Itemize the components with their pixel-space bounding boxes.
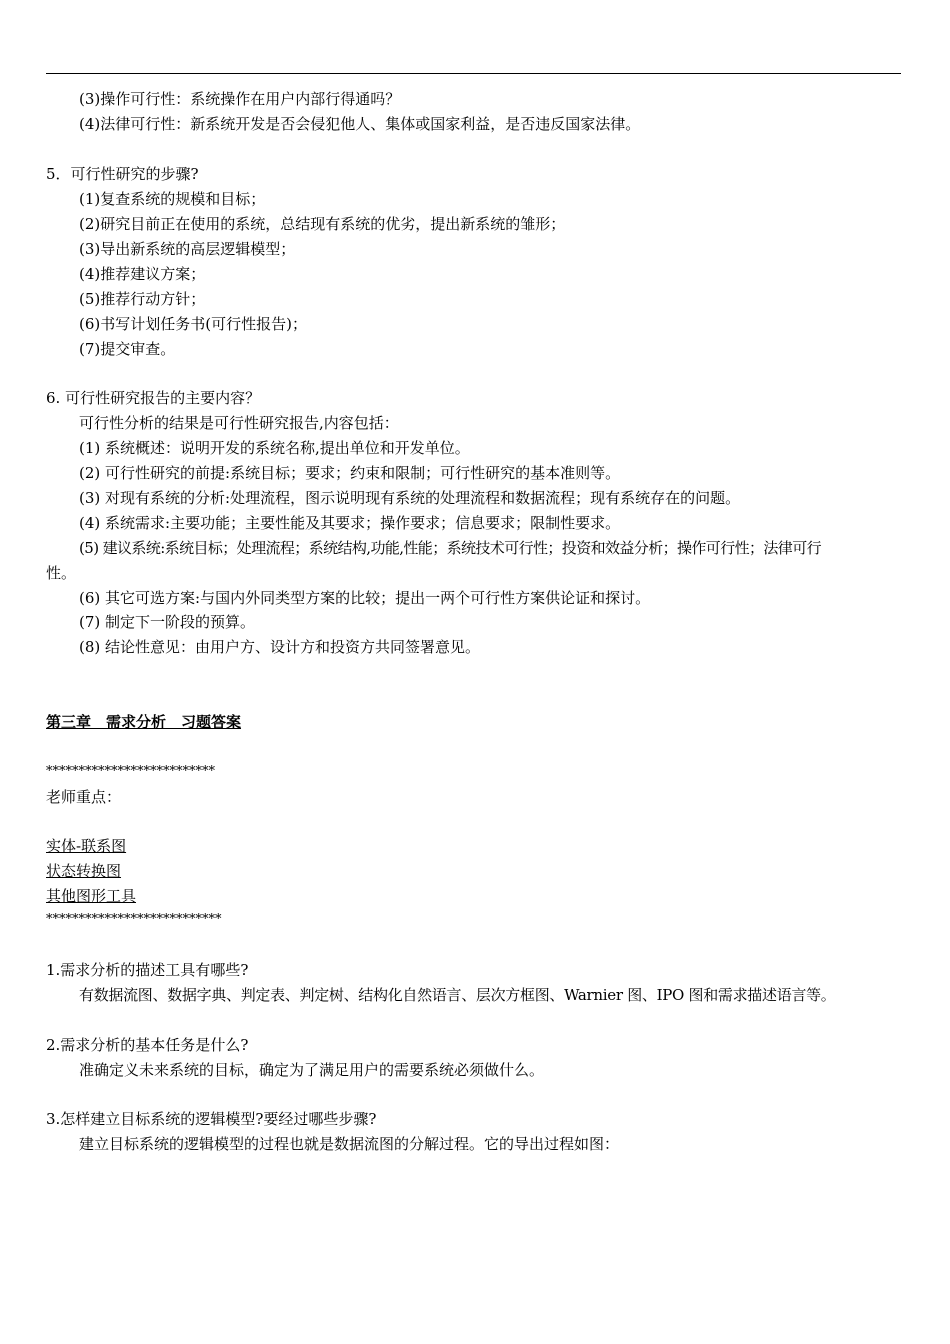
- q5-step: (6)书写计划任务书(可行性报告)；: [79, 315, 307, 333]
- q5-title: 5．可行性研究的步骤?: [46, 165, 199, 183]
- stars-divider-bottom: ***************************: [46, 912, 222, 927]
- q6-item: (6) 其它可选方案:与国内外同类型方案的比较；提出一两个可行性方案供论证和探讨。: [79, 589, 651, 607]
- answer-1: 有数据流图、数据字典、判定表、判定树、结构化自然语言、层次方框图、Warnier 图、IPO 图和需求描述语言等。: [79, 986, 836, 1004]
- q5-step: (4)推荐建议方案；: [79, 265, 206, 283]
- answer-3: 建立目标系统的逻辑模型的过程也就是数据流图的分解过程。它的导出过程如图：: [79, 1135, 620, 1153]
- q6-item: (1) 系统概述：说明开发的系统名称,提出单位和开发单位。: [79, 439, 470, 457]
- feasibility-legal: (4)法律可行性：新系统开发是否会侵犯他人、集体或国家利益，是否违反国家法律。: [79, 115, 641, 133]
- chapter-heading: 第三章 需求分析 习题答案: [46, 713, 242, 731]
- focus-link-state-diagram[interactable]: 状态转换图: [46, 862, 122, 880]
- focus-link-er-diagram[interactable]: 实体-联系图: [46, 837, 127, 855]
- answer-2: 准确定义未来系统的目标，确定为了满足用户的需要系统必须做什么。: [79, 1061, 545, 1079]
- focus-link-other-tools[interactable]: 其他图形工具: [46, 887, 137, 905]
- question-2: 2.需求分析的基本任务是什么?: [46, 1036, 249, 1054]
- q5-step: (2)研究目前正在使用的系统，总结现有系统的优劣，提出新系统的雏形；: [79, 215, 566, 233]
- feasibility-operational: (3)操作可行性：系统操作在用户内部行得通吗？: [79, 90, 401, 108]
- header-rule: [46, 73, 901, 74]
- question-3: 3.怎样建立目标系统的逻辑模型?要经过哪些步骤?: [46, 1110, 377, 1128]
- q6-item: (3) 对现有系统的分析:处理流程，图示说明现有系统的处理流程和数据流程；现有系统存在的问题。: [79, 489, 741, 507]
- q6-item-5-line2: 性。: [46, 564, 77, 582]
- q6-item: (7) 制定下一阶段的预算。: [79, 613, 256, 631]
- q5-step: (7)提交审查。: [79, 340, 176, 358]
- stars-divider-top: **************************: [46, 764, 215, 779]
- q6-item: (4) 系统需求:主要功能；主要性能及其要求；操作要求；信息要求；限制性要求。: [79, 514, 621, 532]
- q5-step: (3)导出新系统的高层逻辑模型；: [79, 240, 296, 258]
- q6-item: (2) 可行性研究的前提:系统目标；要求；约束和限制；可行性研究的基本准则等。: [79, 464, 621, 482]
- q5-step: (5)推荐行动方针；: [79, 290, 206, 308]
- teacher-focus-label: 老师重点：: [46, 788, 122, 806]
- q5-step: (1)复查系统的规模和目标；: [79, 190, 266, 208]
- q6-title: 6. 可行性研究报告的主要内容？: [46, 389, 261, 407]
- q6-intro: 可行性分析的结果是可行性研究报告,内容包括：: [79, 414, 399, 432]
- q6-item: (8) 结论性意见：由用户方、设计方和投资方共同签署意见。: [79, 638, 481, 656]
- question-1: 1.需求分析的描述工具有哪些?: [46, 961, 249, 979]
- q6-item-5-line1: (5) 建议系统:系统目标；处理流程；系统结构,功能,性能；系统技术可行性；投资和效益分析；操作可行性；法律可行: [79, 539, 822, 557]
